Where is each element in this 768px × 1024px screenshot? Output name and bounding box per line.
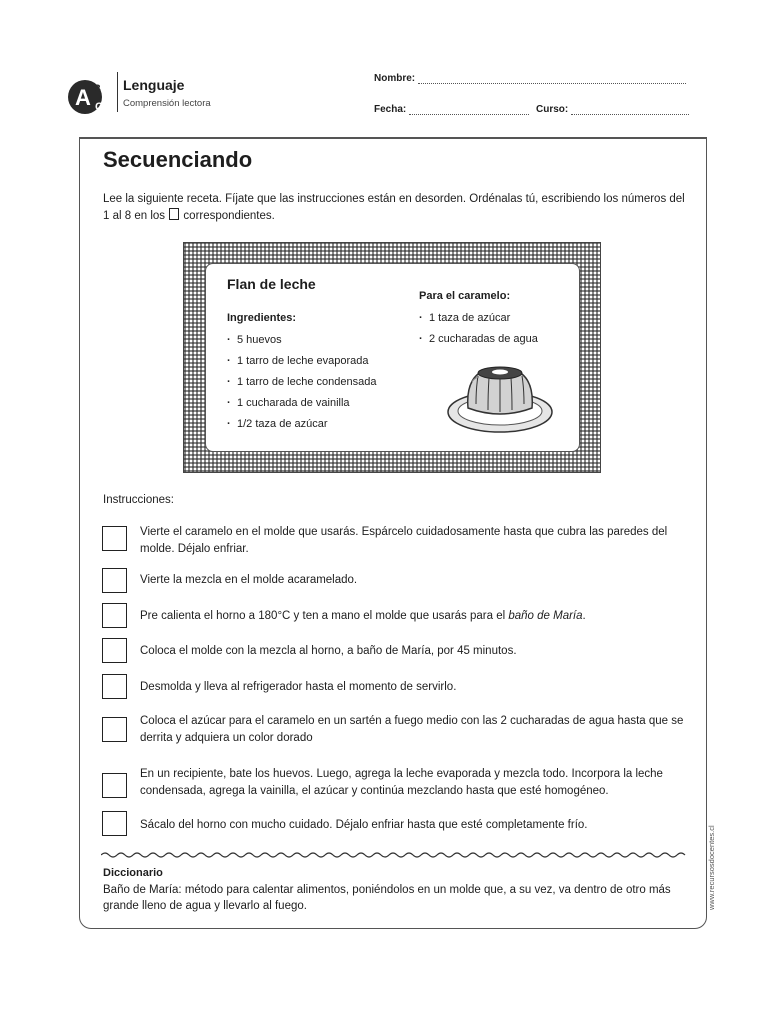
svg-text:C: C [95, 101, 103, 113]
course-line[interactable] [571, 105, 689, 115]
order-box[interactable] [102, 717, 127, 742]
activity-title: Secuenciando [103, 147, 253, 172]
order-box[interactable] [102, 526, 127, 551]
step-text-italic: baño de María [508, 610, 583, 622]
step-text: Vierte el caramelo en el molde que usarás. Espárcelo cuidadosamente hasta que cubra las paredes del molde. Déjalo enfriar. [140, 526, 668, 555]
date-label: Fecha: [374, 104, 407, 115]
instructions-label: Instrucciones: [103, 494, 174, 506]
ingredients-list [227, 333, 376, 438]
svg-text:A: A [75, 85, 91, 110]
name-field[interactable] [374, 73, 686, 84]
course-label: Curso: [536, 104, 569, 115]
source-url: www.recursosdocentes.cl [707, 825, 716, 910]
header-divider [117, 72, 118, 112]
step-text: Vierte la mezcla en el molde acaramelado. [140, 574, 358, 586]
order-box[interactable] [102, 568, 127, 593]
ingredient-item: · 1 tarro de leche condensada [227, 375, 376, 396]
name-line[interactable] [418, 74, 686, 84]
order-box[interactable] [102, 773, 127, 798]
ingredient-item: · 5 huevos [227, 333, 376, 354]
intro-text-end: correspondientes. [183, 210, 275, 222]
date-line[interactable] [409, 105, 529, 115]
subject-subtitle: Comprensión lectora [123, 98, 211, 109]
step-text: Coloca el azúcar para el caramelo en un sartén a fuego medio con las 2 cucharadas de agua hasta que se derrita y adquiera un color dorado [140, 715, 684, 744]
step-text [140, 608, 688, 625]
flan-illustration [446, 358, 556, 436]
recipe-title: Flan de leche [227, 276, 316, 292]
course-field[interactable] [536, 104, 689, 115]
subject-title: Lenguaje [123, 77, 185, 93]
order-box[interactable] [102, 603, 127, 628]
ingredient-item: · 1 tarro de leche evaporada [227, 354, 376, 375]
step-text: Sácalo del horno con mucho cuidado. Déjalo enfriar hasta que esté completamente frío. [140, 819, 588, 831]
wavy-divider [101, 850, 687, 860]
ingredient-item: · 1 cucharada de vainilla [227, 396, 376, 417]
ingredients-heading: Ingredientes: [227, 312, 297, 324]
step-text-part: Pre calienta el horno a 180°C y ten a mano el molde que usarás para el [140, 610, 509, 622]
step-text-end: . [582, 610, 586, 622]
step-text: Coloca el molde con la mezcla al horno, a baño de María, por 45 minutos. [140, 645, 517, 657]
abc-logo [66, 73, 114, 117]
step-text: Desmolda y lleva al refrigerador hasta el momento de servirlo. [140, 681, 457, 693]
activity-intro [103, 191, 685, 225]
order-box[interactable] [102, 638, 127, 663]
ingredient-item: · 1/2 taza de azúcar [227, 417, 376, 438]
caramel-heading: Para el caramelo: [419, 290, 511, 302]
date-field[interactable] [374, 104, 529, 115]
order-box[interactable] [102, 674, 127, 699]
dictionary-heading: Diccionario [103, 867, 163, 879]
step-text: En un recipiente, bate los huevos. Luego, agrega la leche evaporada y mezcla todo. Incorpora la leche condensada, agrega la vainilla, el azúcar y continúa mezclando hasta que esté homogéneo. [140, 768, 663, 797]
caramel-item: · 2 cucharadas de agua [419, 332, 538, 353]
caramel-list [419, 311, 538, 353]
caramel-item: · 1 taza de azúcar [419, 311, 538, 332]
svg-text:B: B [93, 83, 101, 95]
dictionary-text: Baño de María: método para calentar alimentos, poniéndolos en un molde que, a su vez, va dentro de otro más grande lleno de agua y llevarlo al fuego. [103, 884, 671, 912]
box-glyph-icon [169, 208, 179, 220]
intro-text: Lee la siguiente receta. Fíjate que las instrucciones están en desorden. Ordénalas tú, escribiendo los números del 1 al 8 en los [103, 193, 685, 222]
order-box[interactable] [102, 811, 127, 836]
name-label: Nombre: [374, 73, 416, 84]
